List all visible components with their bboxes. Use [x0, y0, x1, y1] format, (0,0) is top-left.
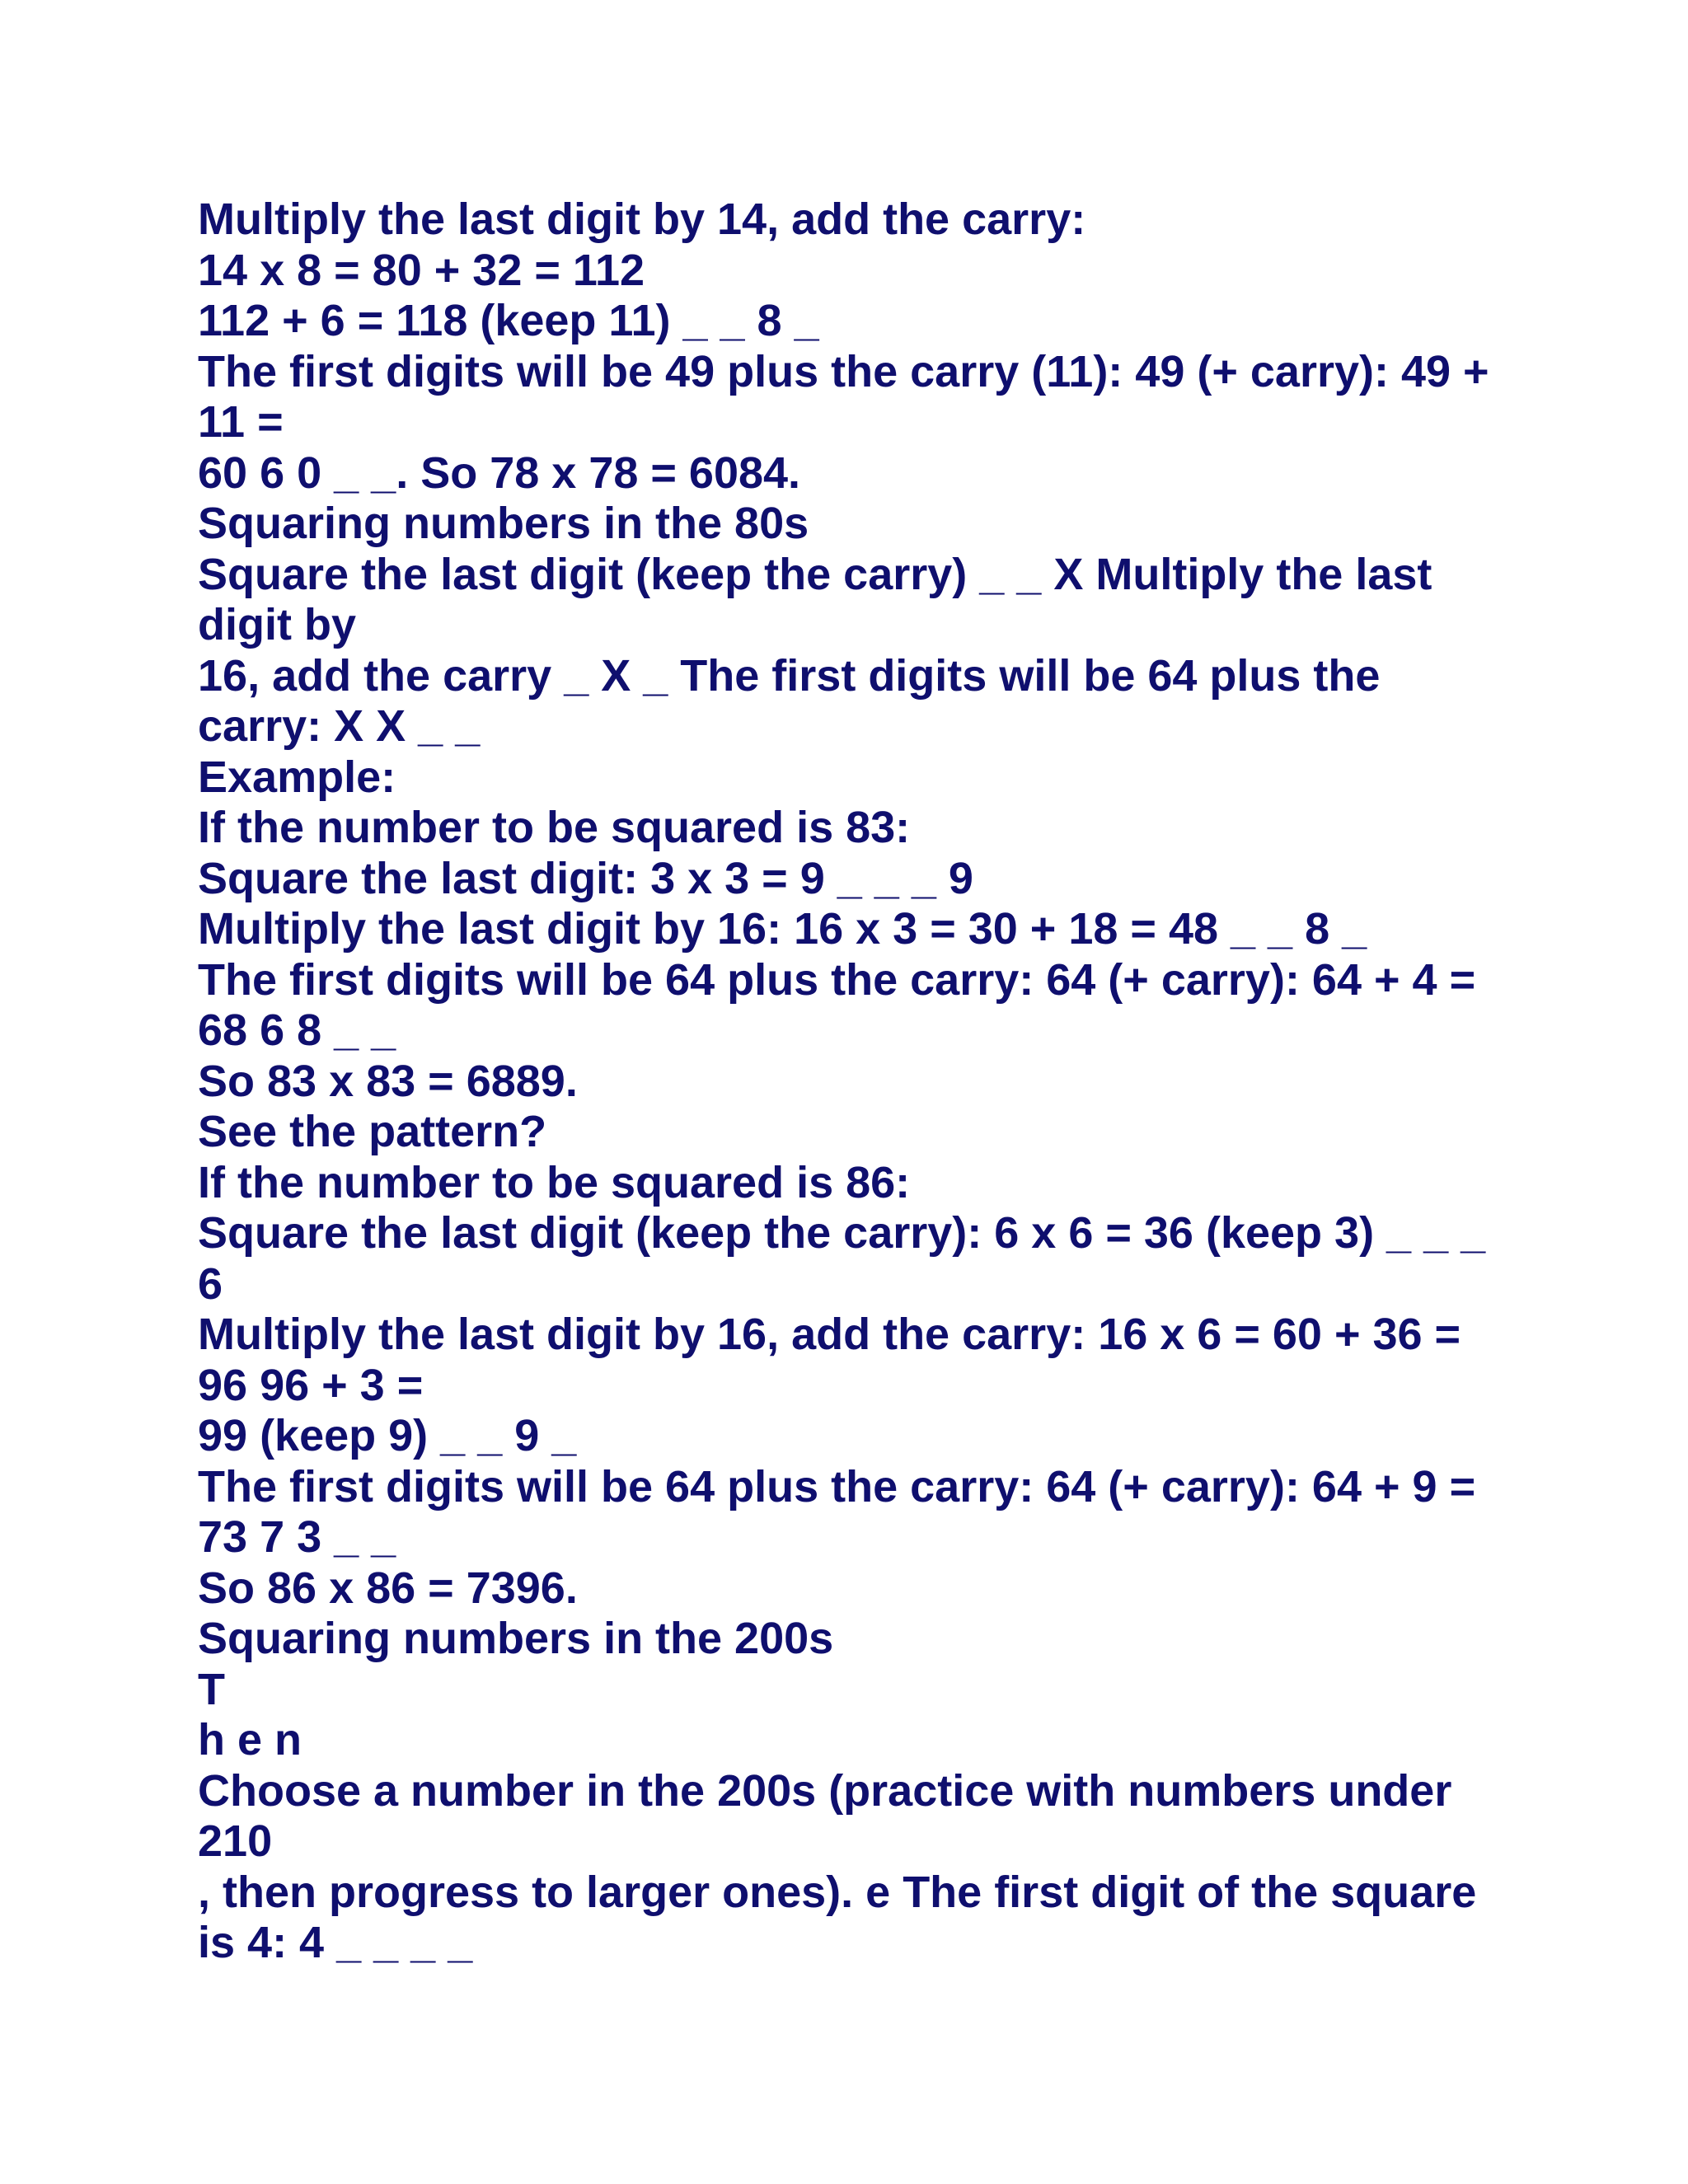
text-line: The first digits will be 64 plus the carry: 64 (+ carry): 64 + 4 =	[198, 954, 1476, 1005]
text-line: If the number to be squared is 86:	[198, 1157, 911, 1207]
document-page	[198, 194, 1500, 1969]
section-heading: Squaring numbers in the 80s	[198, 499, 809, 548]
example-label: Example:	[198, 752, 396, 802]
text-line: Multiply the last digit by 16: 16 x 3 = 30 + 18 = 48 _ _ 8 _	[198, 904, 1367, 954]
text-line: Multiply the last digit by 14, add the carry:	[198, 194, 1086, 244]
text-line: So 86 x 86 = 7396.	[198, 1563, 578, 1613]
text-line: See the pattern?	[198, 1107, 547, 1156]
text-line: 73 7 3 _ _	[198, 1512, 396, 1562]
text-line: 210	[198, 1816, 273, 1866]
text-line: If the number to be squared is 83:	[198, 803, 911, 852]
text-line: carry: X X _ _	[198, 701, 481, 751]
text-line: Square the last digit (keep the carry): 6 x 6 = 36 (keep 3) _ _ _	[198, 1208, 1486, 1258]
text-line: 68 6 8 _ _	[198, 1005, 396, 1055]
text-line: 11 =	[198, 397, 284, 447]
text-line: 99 (keep 9) _ _ 9 _	[198, 1411, 577, 1460]
text-line: h e n	[198, 1715, 302, 1765]
text-line: So 83 x 83 = 6889.	[198, 1056, 578, 1106]
text-line: The first digits will be 49 plus the carry (11): 49 (+ carry): 49 +	[198, 346, 1489, 396]
text-line: 112 + 6 = 118 (keep 11) _ _ 8 _	[198, 296, 819, 345]
text-line: Square the last digit: 3 x 3 = 9 _ _ _ 9	[198, 853, 973, 903]
text-line: 60 6 0 _ _. So 78 x 78 = 6084.	[198, 448, 801, 498]
text-line: Choose a number in the 200s (practice with numbers under	[198, 1765, 1452, 1816]
text-line: , then progress to larger ones). e The first digit of the square	[198, 1867, 1477, 1917]
text-line: 96 96 + 3 =	[198, 1360, 424, 1410]
text-line: Multiply the last digit by 16, add the carry: 16 x 6 = 60 + 36 =	[198, 1310, 1461, 1359]
text-line: is 4: 4 _ _ _ _	[198, 1918, 473, 1967]
text-line: 14 x 8 = 80 + 32 = 112	[198, 245, 645, 295]
text-line: The first digits will be 64 plus the carry: 64 (+ carry): 64 + 9 =	[198, 1461, 1476, 1511]
section-heading: Squaring numbers in the 200s	[198, 1614, 834, 1663]
text-line: 6	[198, 1258, 223, 1309]
text-line: T	[198, 1664, 225, 1714]
text-line: digit by	[198, 600, 356, 649]
text-line: 16, add the carry _ X _ The first digits will be 64 plus the	[198, 650, 1381, 701]
text-line: Square the last digit (keep the carry) _ _ X Multiply the last	[198, 549, 1432, 599]
